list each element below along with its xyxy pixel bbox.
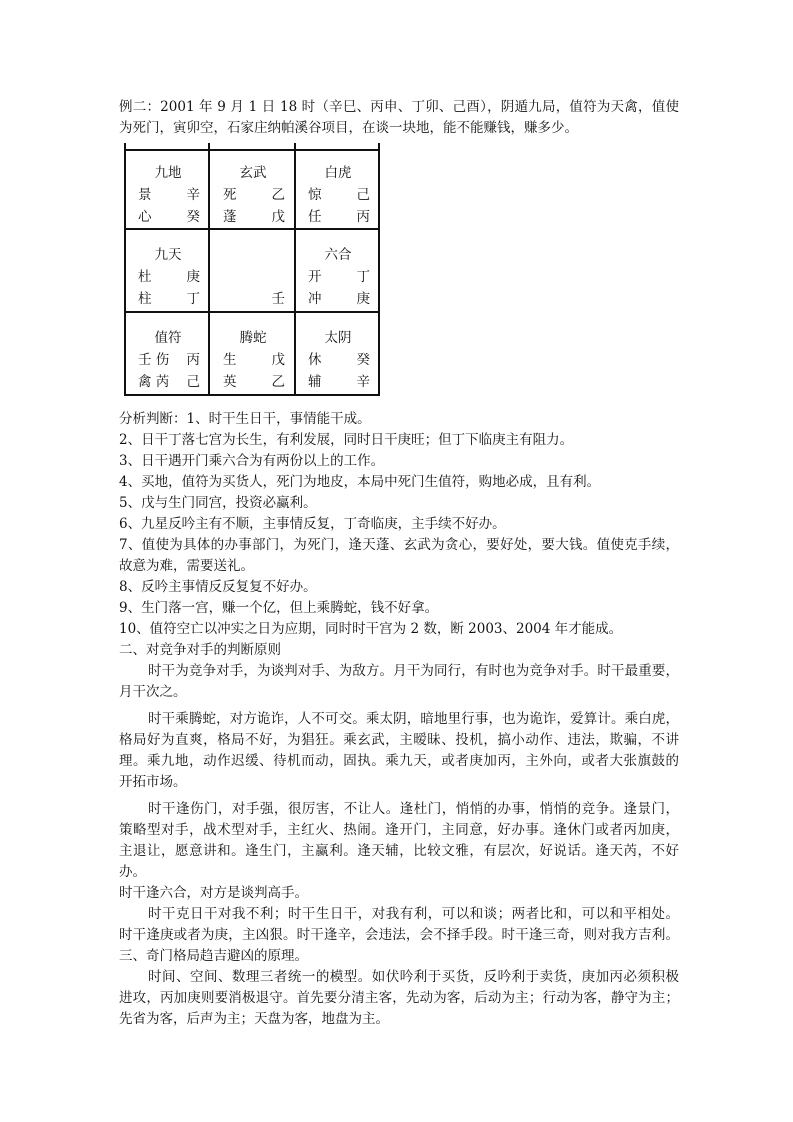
palace-deity: 玄武: [239, 165, 267, 181]
intro-line-2: 为死门，寅卯空，石家庄纳帕溪谷项目，在谈一块地，能不能赚钱，赚多少。: [119, 120, 578, 136]
analysis-item: 3、日干遇开门乘六合为有两份以上的工作。: [119, 453, 385, 469]
palace-earth-stem: 丁: [186, 291, 200, 307]
palace-heaven-stem: 丁: [356, 269, 370, 285]
section3-paragraph-1-cont: 进攻，丙加庚则要消极退守。首先要分清主客，先动为客，后动为主；行动为客，静守为主；: [119, 990, 679, 1006]
palace-deity: 九地: [154, 165, 182, 181]
section3-paragraph-1-cont: 先省为客，后声为主；天盘为客，地盘为主。: [119, 1011, 389, 1027]
analysis-item: 7、值使为具体的办事部门，为死门，逢天蓬、玄武为贪心，要好处，要大钱。值使克手续，: [119, 537, 679, 553]
section-heading: 三、奇门格局趋吉避凶的原理。: [119, 948, 308, 964]
analysis-item: 9、生门落一宫，赚一个亿，但上乘腾蛇，钱不好拿。: [119, 600, 439, 616]
analysis-heading: 分析判断：1、时干生日干，事情能干成。: [119, 411, 371, 427]
section2-paragraph-1-cont: 月干次之。: [119, 684, 187, 700]
grid-vline-left: [124, 143, 126, 396]
grid-vline-right: [378, 143, 380, 396]
palace-heaven-stem: 庚: [186, 269, 200, 285]
palace-cell: [298, 235, 378, 313]
palace-earth-stem: 辛: [356, 374, 370, 390]
analysis-item: 4、买地，值符为买货人，死门为地皮，本局中死门生值符，购地必成，且有利。: [119, 474, 601, 490]
palace-star: 蓬: [223, 209, 237, 225]
palace-door: 杜: [138, 269, 152, 285]
palace-door: 开: [308, 269, 322, 285]
palace-earth-stem: 己: [186, 374, 200, 390]
palace-door: 景: [138, 187, 152, 203]
section2-paragraph-4: 时干逢六合，对方是谈判高手。: [119, 885, 308, 901]
palace-heaven-stem: 辛: [186, 187, 200, 203]
palace-deity: 值符: [154, 330, 182, 346]
palace-star: 英: [223, 374, 237, 390]
section2-paragraph-1: 时干为竞争对手，为谈判对手、为敌方。月干为同行，有时也为竞争对手。时干最重要，: [148, 663, 679, 679]
grid-vline-2: [294, 143, 296, 396]
section2-paragraph-5-cont: 时干逢庚或者为庚，主凶狠。时干逢辛，会违法，会不择手段。时干逢三奇，则对我方吉利。: [119, 927, 679, 943]
palace-cell: [298, 153, 378, 231]
intro-line-1: 例二：2001 年 9 月 1 日 18 时（辛巳、丙申、丁卯、己酉），阴遁九局，值符为天禽，值使: [119, 99, 679, 115]
palace-earth-stem: 戊: [271, 209, 285, 225]
palace-cell: [213, 318, 293, 396]
palace-door: 生: [223, 352, 237, 368]
palace-earth-stem: 癸: [186, 209, 200, 225]
palace-cell-center: [213, 235, 293, 313]
analysis-item: 6、九星反吟主有不顺，主事情反复，丁奇临庚，主手续不好办。: [119, 516, 506, 532]
analysis-item: 2、日干丁落七宫为长生，有利发展，同时日干庚旺；但丁下临庚主有阻力。: [119, 432, 574, 448]
palace-star: 任: [308, 209, 322, 225]
section-heading: 二、对竞争对手的判断原则: [119, 642, 281, 658]
nine-palace-chart: [124, 143, 380, 396]
section2-paragraph-3-cont: 办。: [119, 864, 146, 880]
palace-earth-stem: 丙: [356, 209, 370, 225]
palace-star: 冲: [308, 291, 322, 307]
palace-cell: [213, 153, 293, 231]
palace-earth-stem: 庚: [356, 291, 370, 307]
palace-heaven-stem: 乙: [271, 187, 285, 203]
palace-star: 辅: [308, 374, 322, 390]
palace-deity: 太阴: [324, 330, 352, 346]
section3-paragraph-1: 时间、空间、数理三者统一的模型。如伏吟利于买货，反吟利于卖货，庚加丙必须积极: [148, 969, 679, 985]
palace-door: 休: [308, 352, 322, 368]
section2-paragraph-3-cont: 主退让，愿意讲和。逢生门，主赢利。逢天辅，比较文雅，有层次，好说话。逢天芮，不好: [119, 843, 679, 859]
palace-cell: [128, 235, 208, 313]
section2-paragraph-2-cont: 格局好为直爽，格局不好，为猖狂。乘玄武，主暧昧、投机，搞小动作、违法，欺骗，不讲: [119, 732, 679, 748]
palace-heaven-stem: 己: [356, 187, 370, 203]
section2-paragraph-2-cont: 开拓市场。: [119, 774, 187, 790]
palace-door: 惊: [308, 187, 322, 203]
palace-earth-stem: 壬: [271, 291, 285, 307]
section2-paragraph-2-cont: 理。乘九地，动作迟缓、待机而动，固执。乘九天，或者庚加丙，主外向，或者大张旗鼓的: [119, 753, 679, 769]
section2-paragraph-3-cont: 策略型对手，战术型对手，主红火、热闹。逢开门，主同意，好办事。逢休门或者丙加庚，: [119, 822, 679, 838]
palace-cell: [128, 318, 208, 396]
analysis-item: 5、戊与生门同宫，投资必赢利。: [119, 495, 317, 511]
section2-paragraph-5: 时干克日干对我不利；时干生日干，对我有利，可以和谈；两者比和，可以和平相处。: [148, 906, 679, 922]
analysis-item: 10、值符空亡以冲实之日为应期，同时时干宫为 2 数，断 2003、2004 年才能成。: [119, 621, 623, 637]
palace-door: 壬 伤: [138, 352, 170, 368]
palace-deity: 腾蛇: [239, 330, 267, 346]
palace-deity: 白虎: [324, 165, 352, 181]
palace-earth-stem: 乙: [271, 374, 285, 390]
palace-heaven-stem: 戊: [271, 352, 285, 368]
palace-heaven-stem: 癸: [356, 352, 370, 368]
analysis-item-continued: 故意为难，需要送礼。: [119, 558, 254, 574]
palace-cell: [128, 153, 208, 231]
grid-hline-top: [124, 149, 380, 151]
analysis-item: 8、反吟主事情反反复复不好办。: [119, 579, 317, 595]
palace-deity: 九天: [154, 247, 182, 263]
palace-door: 死: [223, 187, 237, 203]
palace-heaven-stem: 丙: [186, 352, 200, 368]
grid-vline-1: [208, 143, 210, 396]
palace-cell: [298, 318, 378, 396]
palace-deity: 六合: [324, 247, 352, 263]
section2-paragraph-3: 时干逢伤门，对手强，很厉害，不让人。逢杜门，悄悄的办事，悄悄的竞争。逢景门，: [148, 801, 679, 817]
palace-star: 心: [138, 209, 152, 225]
palace-star: 禽 芮: [138, 374, 170, 390]
section2-paragraph-2: 时干乘腾蛇，对方诡诈，人不可交。乘太阴，暗地里行事，也为诡诈，爱算计。乘白虎，: [148, 711, 679, 727]
palace-star: 柱: [138, 291, 152, 307]
